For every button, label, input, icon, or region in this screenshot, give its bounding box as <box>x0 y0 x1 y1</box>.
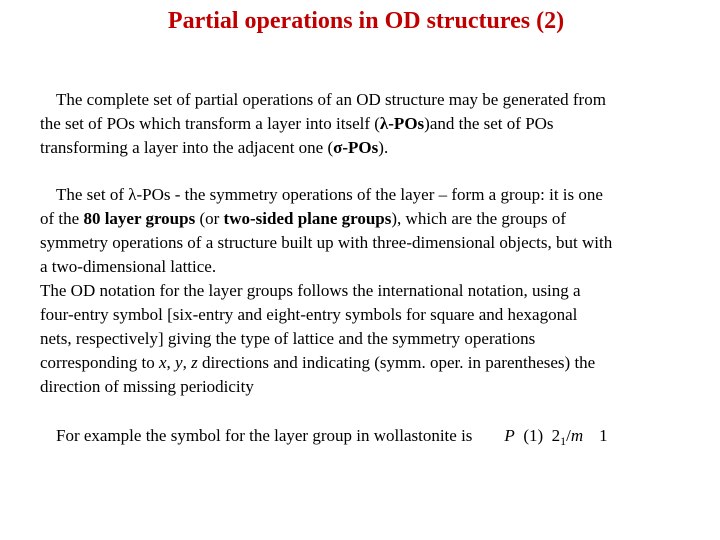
comma-1: , <box>166 353 176 372</box>
wollastonite-example-text: For example the symbol for the layer group in wollastonite is <box>56 426 473 445</box>
paragraph1-line3-text: transforming a layer into the adjacent one ( <box>40 138 334 157</box>
comma-2: , <box>182 353 192 372</box>
mirror-symbol: m <box>570 426 584 445</box>
sigma-pos-term: σ-POs <box>333 138 379 157</box>
paragraph1-line1: The complete set of partial operations of an OD structure may be generated from <box>56 90 606 109</box>
paragraph2-line1: The set of λ-POs - the symmetry operations of the layer – form a group: it is one <box>56 185 603 204</box>
paragraph2-line2-text: of the <box>40 209 84 228</box>
paragraph-wollastonite-example <box>40 424 720 453</box>
paragraph1-line2-tail: )and the set of POs <box>424 114 554 133</box>
slash-symbol: / <box>566 426 571 445</box>
paragraph-layer-groups <box>40 183 720 399</box>
paragraph2-line5: The OD notation for the layer groups follows the international notation, using a <box>40 281 581 300</box>
paragraph2-line7: nets, respectively] giving the type of lattice and the symmetry operations <box>40 329 536 348</box>
paragraph2-line2-or: (or <box>195 209 224 228</box>
z-direction: z <box>191 353 198 372</box>
paragraph1-line3 <box>40 136 720 160</box>
two-sided-plane-groups-term: two-sided plane groups <box>223 209 392 228</box>
y-direction: y <box>175 353 183 372</box>
paragraph1-line3-tail: ). <box>378 138 389 157</box>
paragraph2-line2 <box>40 207 720 231</box>
slide-title: Partial operations in OD structures (2) <box>167 8 565 34</box>
paragraph1-line2-text: the set of POs which transform a layer into itself ( <box>40 114 380 133</box>
paragraph2-line9: direction of missing periodicity <box>40 377 254 396</box>
paragraph2-line4: a two-dimensional lattice. <box>40 257 217 276</box>
paragraph3-line <box>40 424 720 453</box>
paragraph2-line2-tail: ), which are the groups of <box>391 209 567 228</box>
paren-symbol: (1) <box>523 426 544 445</box>
layer-groups-term: 80 layer groups <box>83 209 196 228</box>
x-direction: x <box>158 353 167 372</box>
screw-axis-symbol: 2 <box>551 426 561 445</box>
layer-group-symbol <box>504 426 608 448</box>
paragraph2-line3: symmetry operations of a structure built up with three-dimensional objects, but with <box>40 233 613 252</box>
paragraph2-line8 <box>40 351 720 375</box>
paragraph-po-generation <box>40 88 720 160</box>
screw-axis-subscript: 1 <box>560 434 567 448</box>
lattice-symbol: P <box>504 426 515 445</box>
paragraph2-line6: four-entry symbol [six-entry and eight-entry symbols for square and hexagonal <box>40 305 578 324</box>
lambda-pos-term: λ-POs <box>379 114 425 133</box>
paragraph2-line8-tail: directions and indicating (symm. oper. in parentheses) the <box>197 353 596 372</box>
paragraph1-line2 <box>40 112 720 136</box>
last-entry-symbol: 1 <box>599 426 608 445</box>
paragraph2-line8-text: corresponding to <box>40 353 159 372</box>
